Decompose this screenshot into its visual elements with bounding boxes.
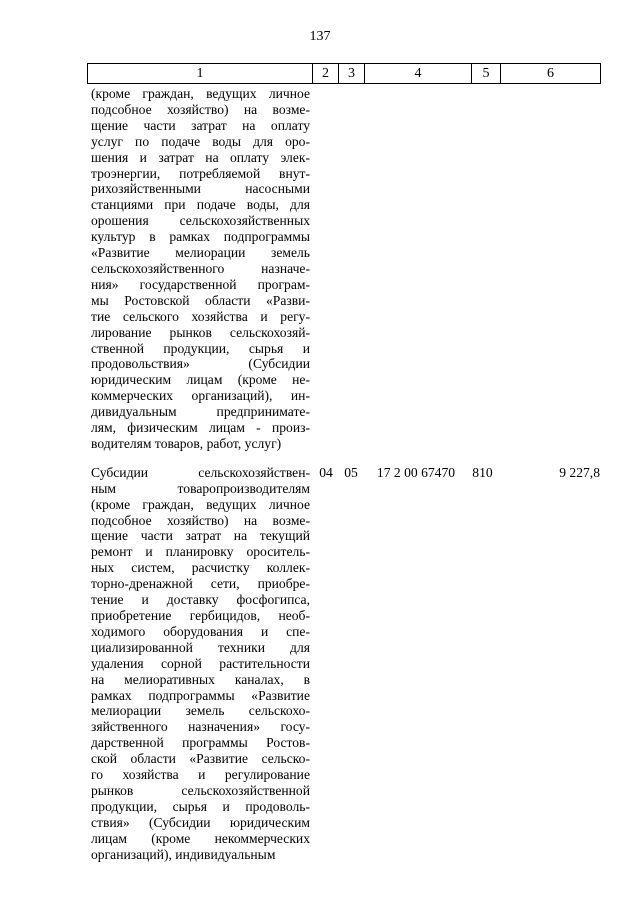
row-description xyxy=(87,86,310,452)
description-line: лям, физическим лицам - произ- xyxy=(91,420,310,436)
description-line: сельскохозяйственного назначе- xyxy=(91,260,310,276)
description-line: ствия» (Субсидии юридическим xyxy=(91,814,310,830)
table-body xyxy=(87,86,600,863)
description-line: торно-дренажной сети, приобре- xyxy=(91,576,310,592)
description-line: щение части затрат на текущий xyxy=(91,528,310,544)
description-line: зяйственного назначения» госу- xyxy=(91,719,310,735)
description-line: лицам (кроме некоммерческих xyxy=(91,830,310,846)
description-line: орошения сельскохозяйственных xyxy=(91,213,310,229)
description-line: мелиорации земель сельскохо- xyxy=(91,703,310,719)
description-line: тение и доставку фосфогипса, xyxy=(91,592,310,608)
subsection-code: 05 xyxy=(344,464,358,480)
description-line: троэнергии, потребляемой внут- xyxy=(91,165,310,181)
description-line: ходимого оборудования и спе- xyxy=(91,623,310,639)
description-line: культур в рамках подпрограммы xyxy=(91,229,310,245)
description-line: приобретение гербицидов, необ- xyxy=(91,608,310,623)
header-col-2: 2 xyxy=(313,64,339,84)
description-line: мы Ростовской области «Разви- xyxy=(91,292,310,308)
table-row xyxy=(87,465,600,863)
description-line: ской области «Развитие сельско- xyxy=(91,751,310,767)
section-code: 04 xyxy=(319,464,333,480)
description-line: (кроме граждан, ведущих личное xyxy=(91,86,310,101)
description-line: рихозяйственными насосными xyxy=(91,181,310,197)
description-line: щение части затрат на оплату xyxy=(91,117,310,133)
description-line: подсобное хозяйство) на возме- xyxy=(91,512,310,528)
target-article-code: 17 2 00 67470 xyxy=(376,464,456,480)
description-line: «Развитие мелиорации земель xyxy=(91,245,310,261)
description-line: (кроме граждан, ведущих личное xyxy=(91,496,310,512)
description-line: на мелиоративных каналах, в xyxy=(91,671,310,687)
description-line: дивидуальным предпринимате- xyxy=(91,404,310,420)
description-line: станциями при подаче воды, для xyxy=(91,197,310,213)
row-description xyxy=(87,465,310,863)
header-col-5: 5 xyxy=(472,64,501,84)
description-line: водителям товаров, работ, услуг) xyxy=(91,435,282,451)
description-line: тие сельского хозяйства и регу- xyxy=(91,308,310,324)
description-line: организаций), индивидуальным xyxy=(91,846,276,862)
description-line: Субсидии сельскохозяйствен- xyxy=(91,464,310,480)
description-line: го хозяйства и регулирование xyxy=(91,767,310,783)
column-header-row xyxy=(87,63,601,84)
description-line: ремонт и планировку ороситель- xyxy=(91,544,310,560)
description-line: циализированной техники для xyxy=(91,639,310,655)
header-col-4: 4 xyxy=(365,64,472,84)
header-col-6: 6 xyxy=(501,64,601,84)
description-line: лирование рынков сельскохозяй- xyxy=(91,324,310,340)
description-line: ных систем, расчистку коллек- xyxy=(91,560,310,576)
description-line: продовольствия» (Субсидии xyxy=(91,356,310,372)
description-line: подсобное хозяйство) на возме- xyxy=(91,101,310,117)
description-line: ным товаропроизводителям xyxy=(91,480,310,496)
table-row xyxy=(87,86,600,452)
description-line: шения и затрат на оплату элек- xyxy=(91,149,310,165)
description-line: юридическим лицам (кроме не- xyxy=(91,372,310,388)
expense-type-code: 810 xyxy=(472,464,493,480)
description-line: дарственной программы Ростов- xyxy=(91,735,310,751)
description-line: ния» государственной програм- xyxy=(91,276,310,292)
description-line: ственной продукции, сырья и xyxy=(91,340,310,356)
description-line: коммерческих организаций), ин- xyxy=(91,388,310,404)
amount-value: 9 227,8 xyxy=(559,464,600,480)
description-line: продукции, сырья и продоволь- xyxy=(91,798,310,814)
description-line: рынков сельскохозяйственной xyxy=(91,782,310,798)
header-col-3: 3 xyxy=(339,64,365,84)
header-col-1: 1 xyxy=(88,64,313,84)
page-number: 137 xyxy=(309,29,331,44)
description-line: удаления сорной растительности xyxy=(91,655,310,671)
description-line: услуг по подаче воды для оро- xyxy=(91,133,310,149)
description-line: рамках подпрограммы «Развитие xyxy=(91,687,310,703)
